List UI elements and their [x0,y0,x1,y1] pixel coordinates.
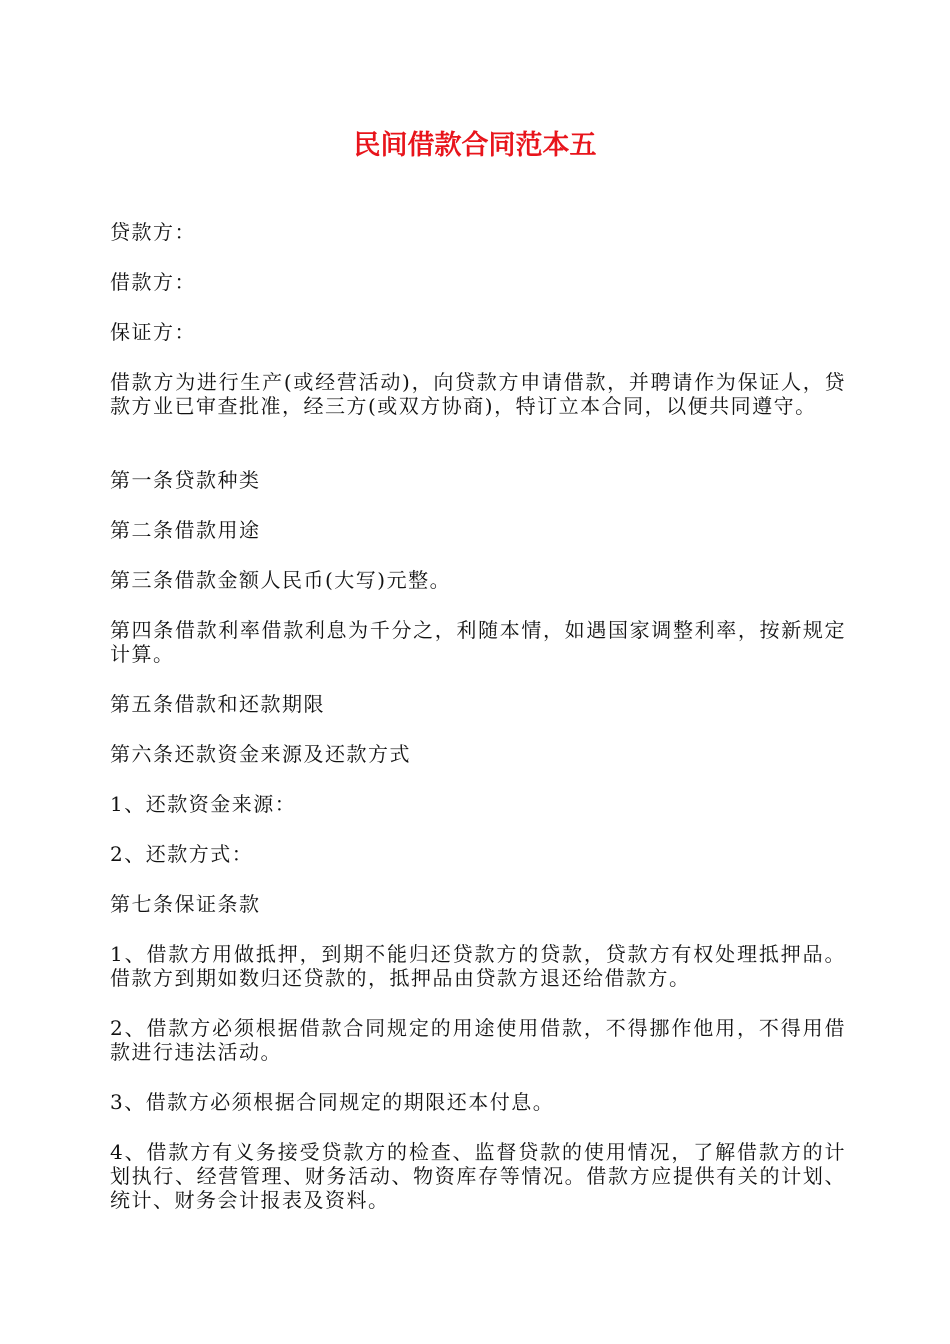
paragraph-article-1: 第一条贷款种类 [110,468,261,492]
paragraph-clause-3: 3、借款方必须根据合同规定的期限还本付息。 [110,1090,555,1114]
paragraph-article-4: 第四条借款利率借款利息为千分之，利随本情，如遇国家调整利率，按新规定计算。 [110,618,846,666]
paragraph-borrower: 借款方： [110,270,196,294]
paragraph-clause-1: 1、借款方用做抵押，到期不能归还贷款方的贷款，贷款方有权处理抵押品。借款方到期如数归还贷款的，抵押品由贷款方退还给借款方。 [110,942,846,990]
paragraph-clause-2: 2、借款方必须根据借款合同规定的用途使用借款，不得挪作他用，不得用借款进行违法活动。 [110,1016,846,1064]
paragraph-repayment-method: 2、还款方式： [110,842,254,866]
paragraph-article-3: 第三条借款金额人民币(大写)元整。 [110,568,452,592]
paragraph-guarantor: 保证方： [110,320,196,344]
paragraph-article-7: 第七条保证条款 [110,892,261,916]
paragraph-repayment-source: 1、还款资金来源： [110,792,297,816]
paragraph-clause-4: 4、借款方有义务接受贷款方的检查、监督贷款的使用情况，了解借款方的计划执行、经营管理、财务活动、物资库存等情况。借款方应提供有关的计划、统计、财务会计报表及资料。 [110,1140,846,1212]
paragraph-article-2: 第二条借款用途 [110,518,261,542]
paragraph-article-6: 第六条还款资金来源及还款方式 [110,742,411,766]
document-title: 民间借款合同范本五 [353,130,597,161]
paragraph-lender: 贷款方： [110,220,196,244]
paragraph-preamble: 借款方为进行生产(或经营活动)，向贷款方申请借款，并聘请作为保证人，贷款方业已审查批准，经三方(或双方协商)，特订立本合同，以便共同遵守。 [110,370,846,418]
paragraph-article-5: 第五条借款和还款期限 [110,692,325,716]
